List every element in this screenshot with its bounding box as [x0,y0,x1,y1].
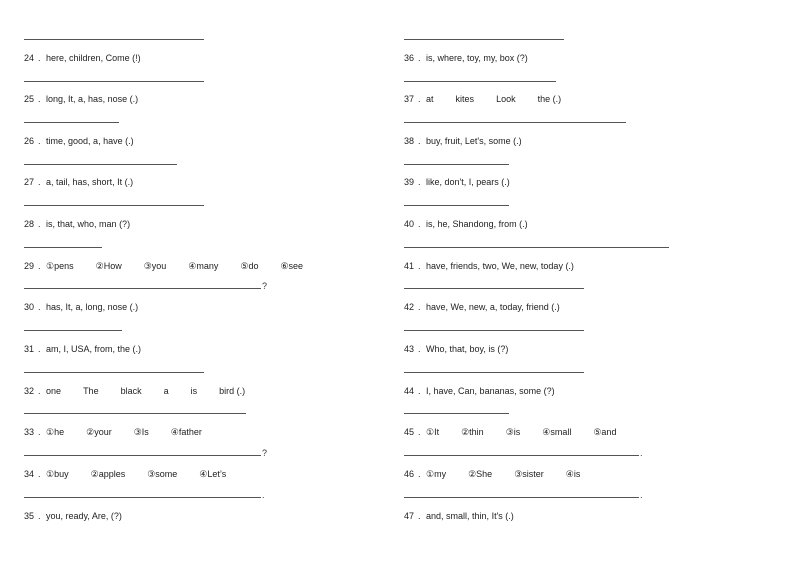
question-35 [24,510,122,522]
number-separator: . [38,427,44,437]
question-40 [404,218,528,230]
number-separator: . [38,344,44,354]
answer-line-end-mark: . [262,490,265,500]
question-number: 46 [404,469,415,479]
answer-blank-line [404,164,509,165]
question-27 [24,176,133,188]
answer-blank-line [404,122,626,123]
question-words: long, It, a, has, nose (.) [46,94,139,104]
number-separator: . [38,386,44,396]
answer-blank-line [24,164,177,165]
answer-blank-line [404,39,564,40]
answer-blank-line [24,39,204,40]
question-34 [24,468,248,480]
word-option: ①my [426,469,447,479]
answer-blank-line [404,330,584,331]
question-26 [24,135,134,147]
answer-blank-line [404,247,669,248]
question-number: 26 [24,136,35,146]
answer-blank-line [24,330,122,331]
word-option: ⑤do [240,261,259,271]
answer-blank-line [24,413,246,414]
question-31 [24,343,141,355]
question-number: 29 [24,261,35,271]
word-option: ②She [468,469,493,479]
word-option: one [46,386,62,396]
answer-line-end-mark: ? [262,281,268,291]
question-44 [404,385,555,397]
answer-blank-line [24,497,261,498]
question-number: 37 [404,94,415,104]
number-separator: . [38,177,44,187]
question-30 [24,301,138,313]
question-45 [404,426,638,438]
number-separator: . [418,344,424,354]
word-option: ②How [95,261,122,271]
word-option: ①It [426,427,440,437]
answer-blank-line [404,205,509,206]
answer-blank-line [24,122,119,123]
question-24 [24,52,141,64]
word-option: ④small [542,427,572,437]
answer-blank-line [404,455,639,456]
question-32 [24,385,267,397]
answer-blank-line [404,372,584,373]
word-option: ②thin [461,427,484,437]
word-option: ①he [46,427,65,437]
number-separator: . [418,177,424,187]
word-option: ②your [86,427,112,437]
answer-line-end-mark: . [640,490,643,500]
answer-blank-line [24,205,204,206]
question-36 [404,52,528,64]
question-37 [404,93,583,105]
question-number: 47 [404,511,415,521]
number-separator: . [418,469,424,479]
number-separator: . [418,302,424,312]
answer-blank-line [24,455,261,456]
number-separator: . [418,53,424,63]
question-words: and, small, thin, It's (.) [426,511,514,521]
question-47 [404,510,514,522]
answer-blank-line [404,288,584,289]
question-number: 42 [404,302,415,312]
answer-blank-line [24,372,204,373]
question-33 [24,426,224,438]
question-42 [404,301,560,313]
number-separator: . [418,136,424,146]
question-number: 40 [404,219,415,229]
word-option: ③is [505,427,521,437]
question-number: 35 [24,511,35,521]
number-separator: . [38,469,44,479]
question-words: have, We, new, a, today, friend (.) [426,302,560,312]
question-number: 44 [404,386,415,396]
question-number: 28 [24,219,35,229]
question-number: 36 [404,53,415,63]
question-words: a, tail, has, short, It (.) [46,177,134,187]
answer-line-end-mark: . [640,448,643,458]
question-number: 38 [404,136,415,146]
question-38 [404,135,522,147]
word-option: a [163,386,169,396]
word-option: at [426,94,434,104]
question-41 [404,260,574,272]
word-option: ③you [143,261,167,271]
number-separator: . [38,219,44,229]
question-number: 30 [24,302,35,312]
question-number: 34 [24,469,35,479]
answer-blank-line [24,81,204,82]
question-number: 41 [404,261,415,271]
word-option: kites [455,94,475,104]
question-words: have, friends, two, We, new, today (.) [426,261,574,271]
question-number: 31 [24,344,35,354]
question-number: 27 [24,177,35,187]
question-words: I, have, Can, bananas, some (?) [426,386,555,396]
word-option: ④many [188,261,219,271]
word-option: ①buy [46,469,69,479]
question-words: is, he, Shandong, from (.) [426,219,528,229]
number-separator: . [38,53,44,63]
question-words: like, don't, I, pears (.) [426,177,510,187]
word-option: black [120,386,142,396]
question-words: Who, that, boy, is (?) [426,344,509,354]
question-29 [24,260,325,272]
answer-line-end-mark: ? [262,448,268,458]
question-number: 32 [24,386,35,396]
number-separator: . [38,261,44,271]
number-separator: . [418,427,424,437]
word-option: ⑤and [593,427,617,437]
answer-blank-line [404,497,639,498]
answer-blank-line [404,81,556,82]
question-46 [404,468,602,480]
number-separator: . [418,386,424,396]
number-separator: . [38,94,44,104]
question-words: is, where, toy, my, box (?) [426,53,528,63]
word-option: ③sister [514,469,544,479]
word-option: ③some [147,469,178,479]
question-number: 45 [404,427,415,437]
word-option: the (.) [537,94,562,104]
word-option: ③Is [133,427,149,437]
number-separator: . [418,94,424,104]
word-option: The [83,386,99,396]
number-separator: . [418,261,424,271]
number-separator: . [418,511,424,521]
question-number: 24 [24,53,35,63]
question-number: 25 [24,94,35,104]
question-words: you, ready, Are, (?) [46,511,122,521]
word-option: ⑥see [280,261,304,271]
question-number: 33 [24,427,35,437]
answer-blank-line [404,413,509,414]
word-option: ①pens [46,261,74,271]
word-option: ④father [170,427,202,437]
number-separator: . [418,219,424,229]
number-separator: . [38,511,44,521]
word-option: is [190,386,198,396]
question-number: 43 [404,344,415,354]
word-option: ④Let’s [199,469,227,479]
number-separator: . [38,136,44,146]
question-words: has, It, a, long, nose (.) [46,302,139,312]
answer-blank-line [24,247,102,248]
word-option: Look [496,94,516,104]
question-words: is, that, who, man (?) [46,219,131,229]
word-option: bird (.) [219,386,246,396]
word-option: ②apples [90,469,126,479]
question-words: here, children, Come (!) [46,53,141,63]
number-separator: . [38,302,44,312]
word-option: ④is [565,469,581,479]
question-number: 39 [404,177,415,187]
question-25 [24,93,138,105]
answer-blank-line [24,288,261,289]
question-words: time, good, a, have (.) [46,136,134,146]
question-43 [404,343,508,355]
question-words: buy, fruit, Let's, some (.) [426,136,522,146]
question-words: am, I, USA, from, the (.) [46,344,142,354]
question-28 [24,218,130,230]
question-39 [404,176,510,188]
